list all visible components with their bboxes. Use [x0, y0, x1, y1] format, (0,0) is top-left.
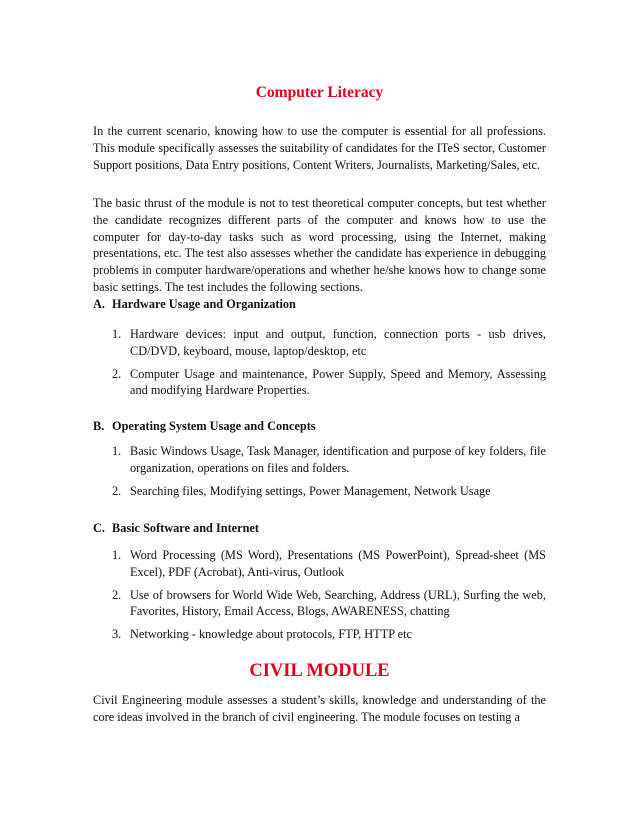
list-text: Searching files, Modifying settings, Power Management, Network Usage — [130, 483, 491, 498]
section-a-list — [112, 326, 546, 399]
civil-module-title: CIVIL MODULE — [249, 661, 390, 681]
section-title: Hardware Usage and Organization — [112, 297, 296, 311]
list-number: 2. — [112, 366, 122, 381]
section-b-heading — [93, 418, 546, 435]
section-a-heading — [93, 296, 546, 313]
list-text: Networking - knowledge about protocols, FTP, HTTP etc — [130, 627, 412, 642]
page-title: Computer Literacy — [255, 84, 384, 101]
list-text: Hardware devices: input and output, function, connection ports - usb drives, CD/DVD, keyboard, mouse, laptop/desktop, etc — [130, 327, 546, 358]
list-number: 1. — [112, 444, 122, 458]
list-item — [112, 547, 546, 581]
list-text: Word Processing (MS Word), Presentations (MS PowerPoint), Spread-sheet (MS Excel), PDF (Acrobat), Anti-virus, Outlook — [130, 548, 546, 579]
section-letter: C. — [93, 521, 105, 535]
list-item — [112, 326, 546, 360]
section-title: Basic Software and Internet — [112, 521, 259, 535]
intro-paragraph-1: In the current scenario, knowing how to use the computer is essential for all professions. This module specifically assesses the suitability of candidates for the ITeS sector, Customer Support positions, Data Entry positions, Content Writers, Journalists, Marketing/Sales, etc. — [93, 124, 546, 172]
list-item — [112, 366, 546, 400]
list-item — [112, 626, 546, 643]
list-number: 1. — [112, 327, 122, 341]
section-title: Operating System Usage and Concepts — [112, 419, 316, 433]
list-number: 1. — [112, 548, 122, 562]
intro-paragraph-2: The basic thrust of the module is not to test theoretical computer concepts, but test whether the candidate recognizes different parts of the computer and knows how to use the computer for day-to-day tasks such as word processing, using the Internet, making presentations, etc. The test also assesses whether the candidate has experience in debugging problems in computer hardware/operations and whether he/she knows how to change some basic settings. The test includes the following sections. — [93, 196, 546, 294]
civil-paragraph: Civil Engineering module assesses a student’s skills, knowledge and understanding of the core ideas involved in the branch of civil engineering. The module focuses on testing a — [93, 693, 546, 724]
section-c-heading — [93, 520, 546, 537]
list-number: 2. — [112, 587, 122, 602]
section-letter: A. — [93, 297, 105, 311]
section-c-list — [112, 547, 546, 643]
list-text: Use of browsers for World Wide Web, Searching, Address (URL), Surfing the web, Favorites, History, Email Access, Blogs, AWARENESS, chatting — [130, 587, 546, 619]
list-text: Basic Windows Usage, Task Manager, identification and purpose of key folders, file organization, operations on files and folders. — [130, 444, 546, 475]
list-number: 3. — [112, 627, 122, 642]
section-letter: B. — [93, 419, 105, 433]
section-b-list — [112, 443, 546, 499]
list-number: 2. — [112, 483, 122, 498]
list-item — [112, 483, 546, 500]
list-item — [112, 587, 546, 621]
list-text: Computer Usage and maintenance, Power Supply, Speed and Memory, Assessing and modifying Hardware Properties. — [130, 366, 546, 398]
list-item — [112, 443, 546, 477]
